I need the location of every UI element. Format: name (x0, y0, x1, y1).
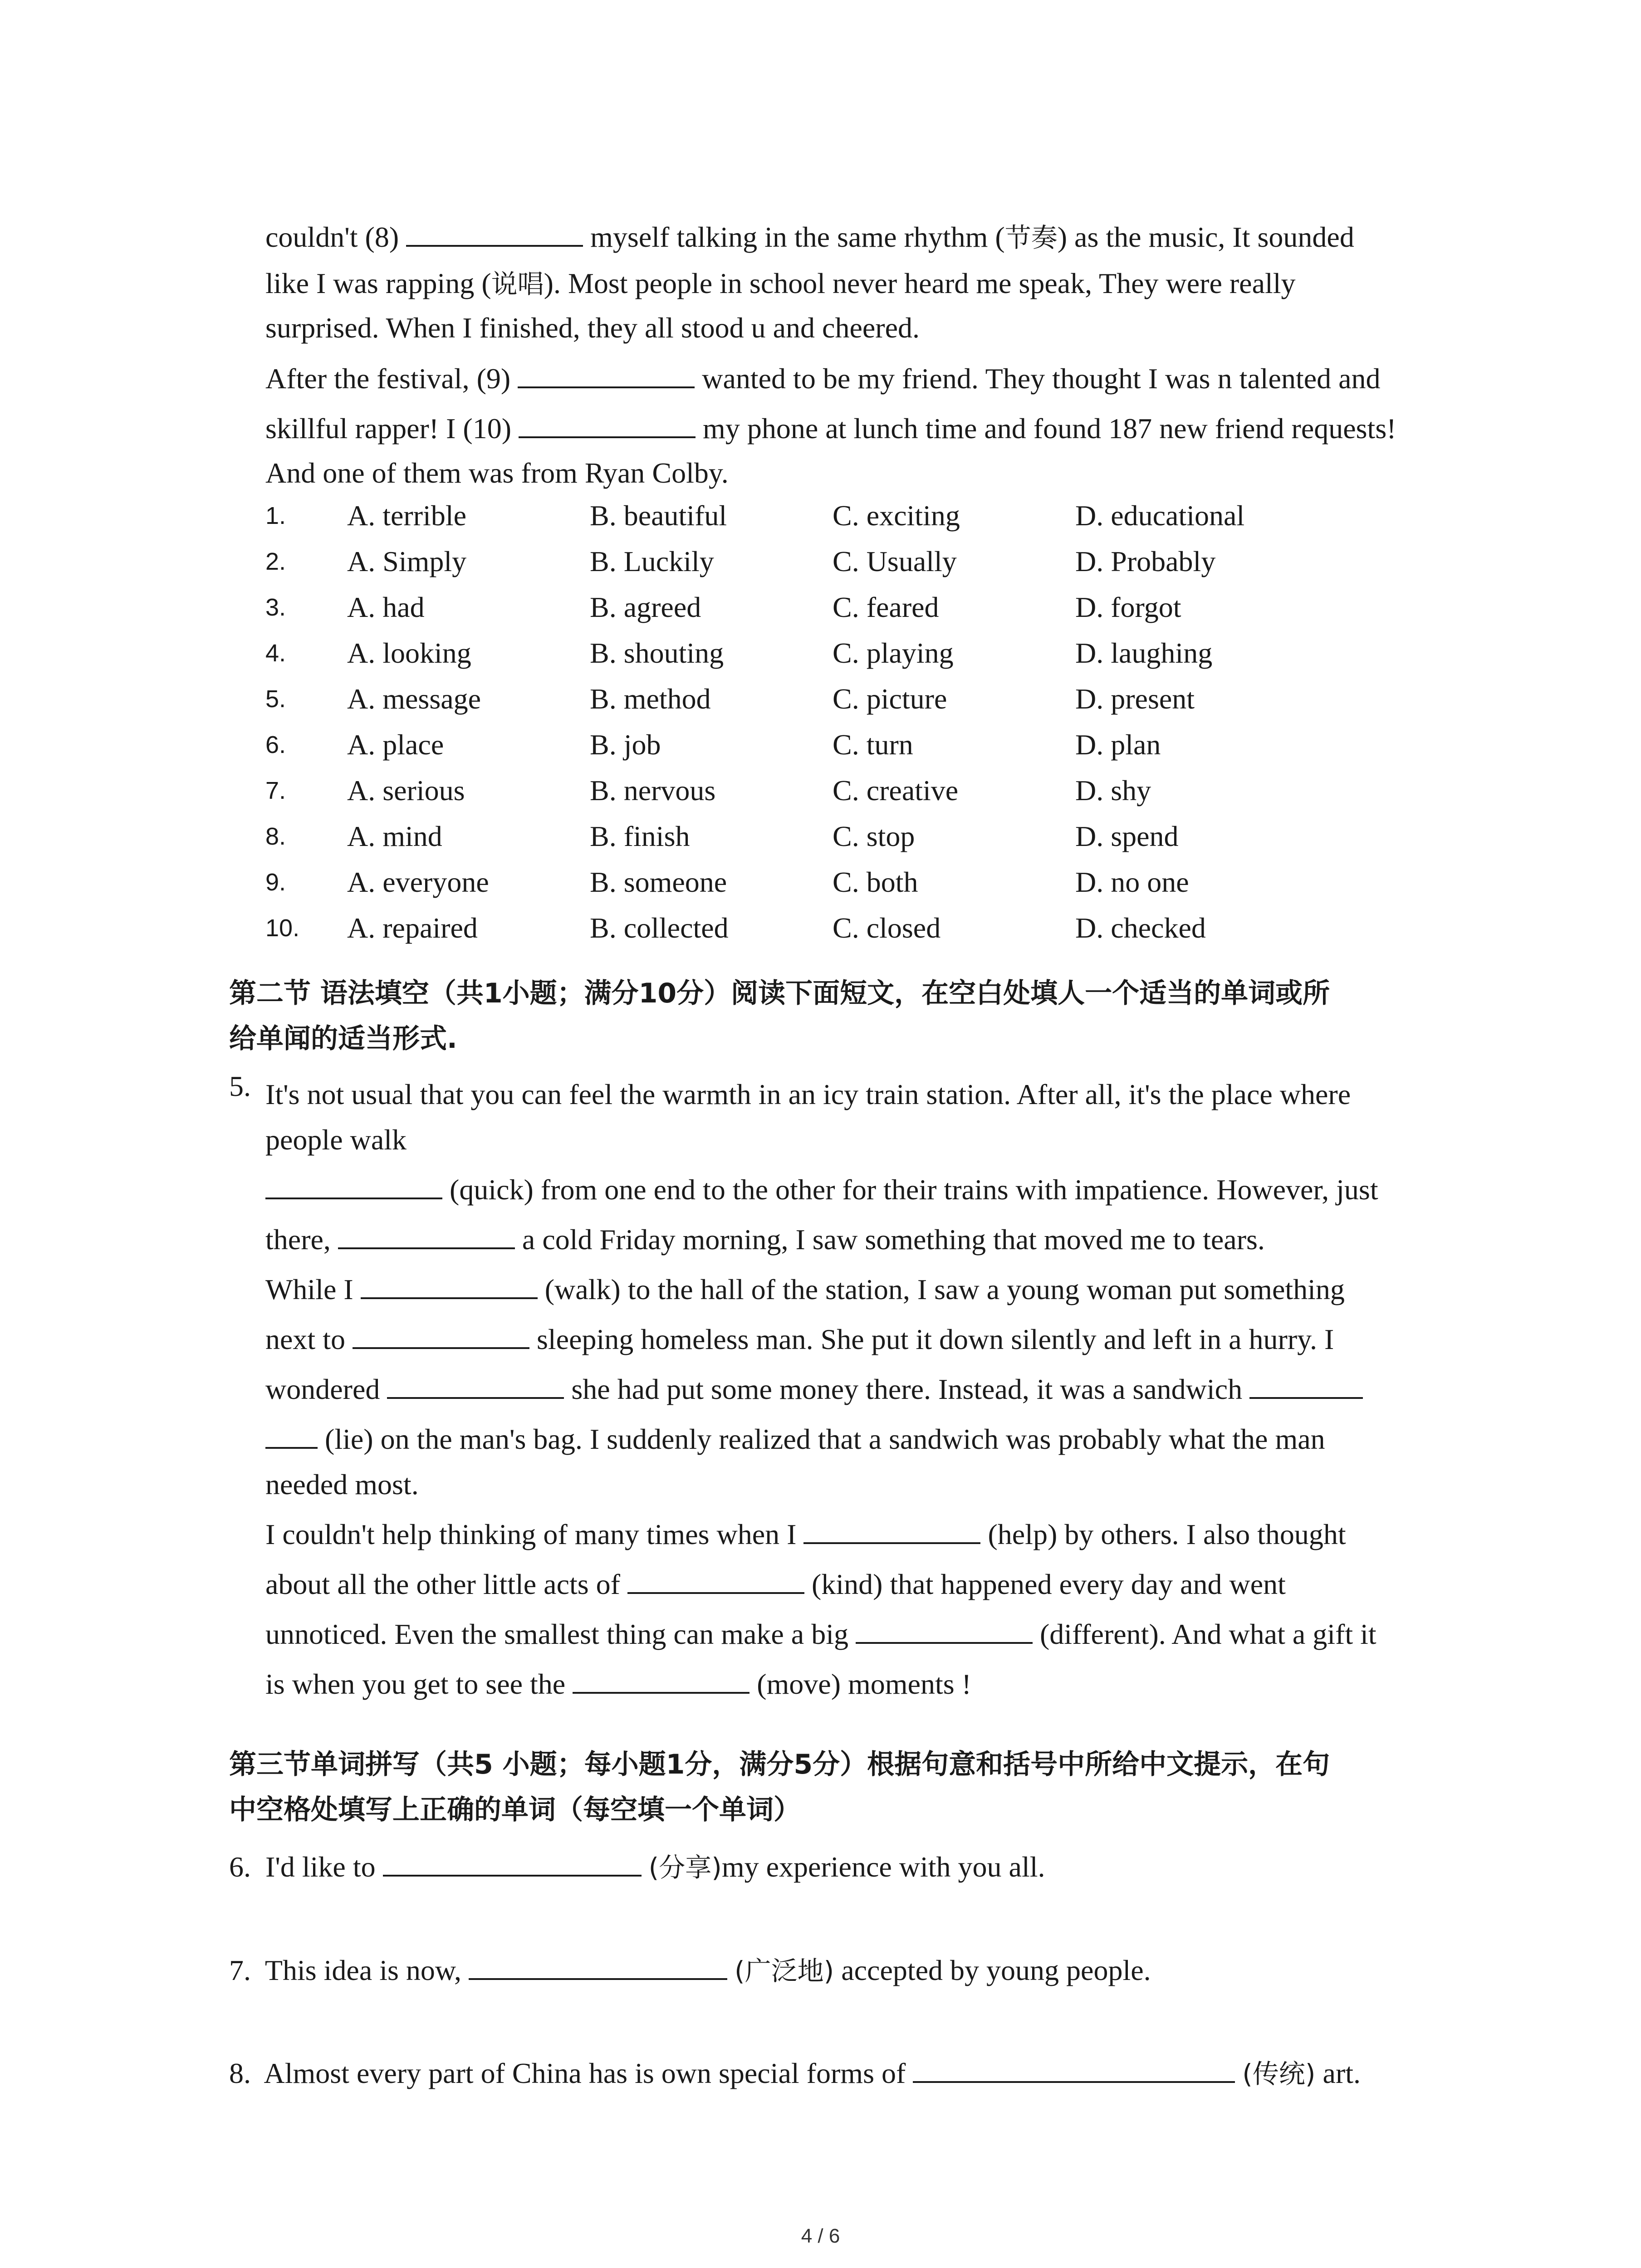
answer-blank[interactable] (353, 1319, 529, 1349)
option-number: 8. (265, 823, 286, 850)
option-a[interactable]: A. place (347, 728, 444, 761)
section-3-heading: 第三节单词拼写（共5 小题；每小题1分，满分5分）根据句意和括号中所给中文提示，在句 中空格处填写上正确的单词（每空填一个单词） (229, 1749, 1330, 1826)
option-d[interactable]: D. spend (1075, 820, 1179, 852)
option-d[interactable]: D. checked (1075, 912, 1206, 944)
answer-blank[interactable] (387, 1369, 564, 1399)
answer-blank[interactable] (361, 1269, 538, 1299)
passage-line: about all the other little acts of (kind) that happened every day and went (265, 1559, 1463, 1609)
passage-line: surprised. When I finished, they all stood u and cheered. (265, 312, 920, 344)
option-d[interactable]: D. no one (1075, 866, 1189, 898)
option-a[interactable]: A. serious (347, 774, 465, 807)
option-b[interactable]: B. beautiful (590, 499, 727, 532)
option-number: 7. (265, 777, 286, 804)
answer-blank[interactable] (803, 1514, 980, 1544)
options-table (265, 499, 1354, 957)
passage-line: I couldn't help thinking of many times when I (help) by others. I also thought (265, 1510, 1463, 1559)
passage-line: skillful rapper! I (10) my phone at lunch time and found 187 new friend requests! (265, 404, 1463, 454)
section-2-heading: 第二节 语法填空（共1小题；满分10分）阅读下面短文，在空白处填人一个适当的单词或所 给单闻的适当形式. (229, 978, 1330, 1055)
passage-line: unnoticed. Even the smallest thing can make a big (different). And what a gift it (265, 1609, 1463, 1659)
passage-line: (quick) from one end to the other for their trains with impatience. However, just (265, 1165, 1463, 1215)
answer-blank[interactable] (518, 358, 695, 388)
option-d[interactable]: D. educational (1075, 499, 1245, 532)
option-a[interactable]: A. Simply (347, 545, 467, 577)
answer-blank[interactable] (338, 1219, 515, 1249)
option-row (265, 820, 1354, 865)
question-number: 5. (229, 1070, 251, 1102)
option-c[interactable]: C. creative (833, 774, 959, 807)
passage-line: people walk (265, 1124, 407, 1156)
option-b[interactable]: B. finish (590, 820, 690, 852)
option-a[interactable]: A. message (347, 683, 481, 715)
option-number: 2. (265, 548, 286, 575)
option-number: 6. (265, 731, 286, 758)
option-a[interactable]: A. repaired (347, 912, 478, 944)
passage-line: And one of them was from Ryan Colby. (265, 457, 729, 489)
option-c[interactable]: C. playing (833, 637, 954, 669)
option-d[interactable]: D. laughing (1075, 637, 1213, 669)
page-number: 4 / 6 (801, 2225, 840, 2247)
option-c[interactable]: C. feared (833, 591, 939, 623)
answer-blank[interactable] (519, 408, 696, 438)
option-c[interactable]: C. exciting (833, 499, 960, 532)
answer-blank[interactable] (406, 217, 583, 247)
option-row (265, 865, 1354, 911)
option-number: 5. (265, 685, 286, 713)
cloze-passage-continuation (265, 212, 1463, 498)
option-number: 10. (265, 914, 300, 942)
option-d[interactable]: D. shy (1075, 774, 1151, 807)
question-6: 6. I'd like to (分享)my experience with you all. (229, 1846, 1045, 1884)
option-d[interactable]: D. forgot (1075, 591, 1181, 623)
option-b[interactable]: B. nervous (590, 774, 716, 807)
option-c[interactable]: C. closed (833, 912, 941, 944)
answer-blank-continued[interactable] (265, 1419, 318, 1449)
option-a[interactable]: A. had (347, 591, 425, 623)
passage-line: next to sleeping homeless man. She put it down silently and left in a hurry. I (265, 1315, 1463, 1364)
passage-line: After the festival, (9) wanted to be my friend. They thought I was n talented and (265, 354, 1463, 404)
option-d[interactable]: D. plan (1075, 728, 1161, 761)
option-row (265, 545, 1354, 591)
option-row (265, 591, 1354, 636)
option-number: 4. (265, 640, 286, 667)
answer-blank[interactable] (913, 2053, 1235, 2083)
passage-line: couldn't (8) myself talking in the same rhythm (节奏) as the music, It sounded (265, 212, 1463, 262)
passage-line: (lie) on the man's bag. I suddenly realized that a sandwich was probably what the man (265, 1414, 1463, 1464)
option-c[interactable]: C. turn (833, 728, 913, 761)
option-b[interactable]: B. shouting (590, 637, 724, 669)
option-number: 1. (265, 502, 286, 529)
option-number: 3. (265, 594, 286, 621)
option-row (265, 774, 1354, 820)
question-7: 7. This idea is now, (广泛地) accepted by young people. (229, 1950, 1151, 1988)
passage-line: is when you get to see the (move) moments ! (265, 1659, 1463, 1709)
option-b[interactable]: B. agreed (590, 591, 701, 623)
option-b[interactable]: B. job (590, 728, 661, 761)
answer-blank[interactable] (573, 1664, 749, 1694)
answer-blank[interactable] (1249, 1369, 1363, 1399)
answer-blank[interactable] (265, 1169, 442, 1199)
option-row (265, 499, 1354, 545)
option-b[interactable]: B. method (590, 683, 711, 715)
option-a[interactable]: A. terrible (347, 499, 466, 532)
option-b[interactable]: B. someone (590, 866, 727, 898)
passage-line: While I (walk) to the hall of the station, I saw a young woman put something (265, 1265, 1463, 1315)
option-b[interactable]: B. Luckily (590, 545, 714, 577)
option-b[interactable]: B. collected (590, 912, 729, 944)
option-row (265, 911, 1354, 957)
option-a[interactable]: A. everyone (347, 866, 489, 898)
option-d[interactable]: D. Probably (1075, 545, 1216, 577)
option-d[interactable]: D. present (1075, 683, 1195, 715)
answer-blank[interactable] (627, 1564, 804, 1594)
passage-line: needed most. (265, 1468, 419, 1501)
option-c[interactable]: C. picture (833, 683, 947, 715)
question-8: 8. Almost every part of China has is own special forms of (传统) art. (229, 2053, 1361, 2091)
option-c[interactable]: C. Usually (833, 545, 957, 577)
option-a[interactable]: A. mind (347, 820, 442, 852)
answer-blank[interactable] (856, 1614, 1033, 1644)
passage-line: like I was rapping (说唱). Most people in school never heard me speak, They were really (265, 267, 1296, 299)
option-row (265, 728, 1354, 774)
option-number: 9. (265, 869, 286, 896)
answer-blank[interactable] (469, 1950, 727, 1980)
passage-line: there, a cold Friday morning, I saw something that moved me to tears. (265, 1215, 1463, 1265)
grammar-passage (265, 1070, 1463, 1709)
option-row (265, 636, 1354, 682)
option-row (265, 682, 1354, 728)
passage-line: It's not usual that you can feel the warmth in an icy train station. After all, it's the place where (265, 1078, 1351, 1110)
option-a[interactable]: A. looking (347, 637, 471, 669)
option-c[interactable]: C. both (833, 866, 918, 898)
answer-blank[interactable] (383, 1847, 642, 1877)
passage-line: wondered she had put some money there. Instead, it was a sandwich (265, 1364, 1463, 1414)
option-c[interactable]: C. stop (833, 820, 915, 852)
